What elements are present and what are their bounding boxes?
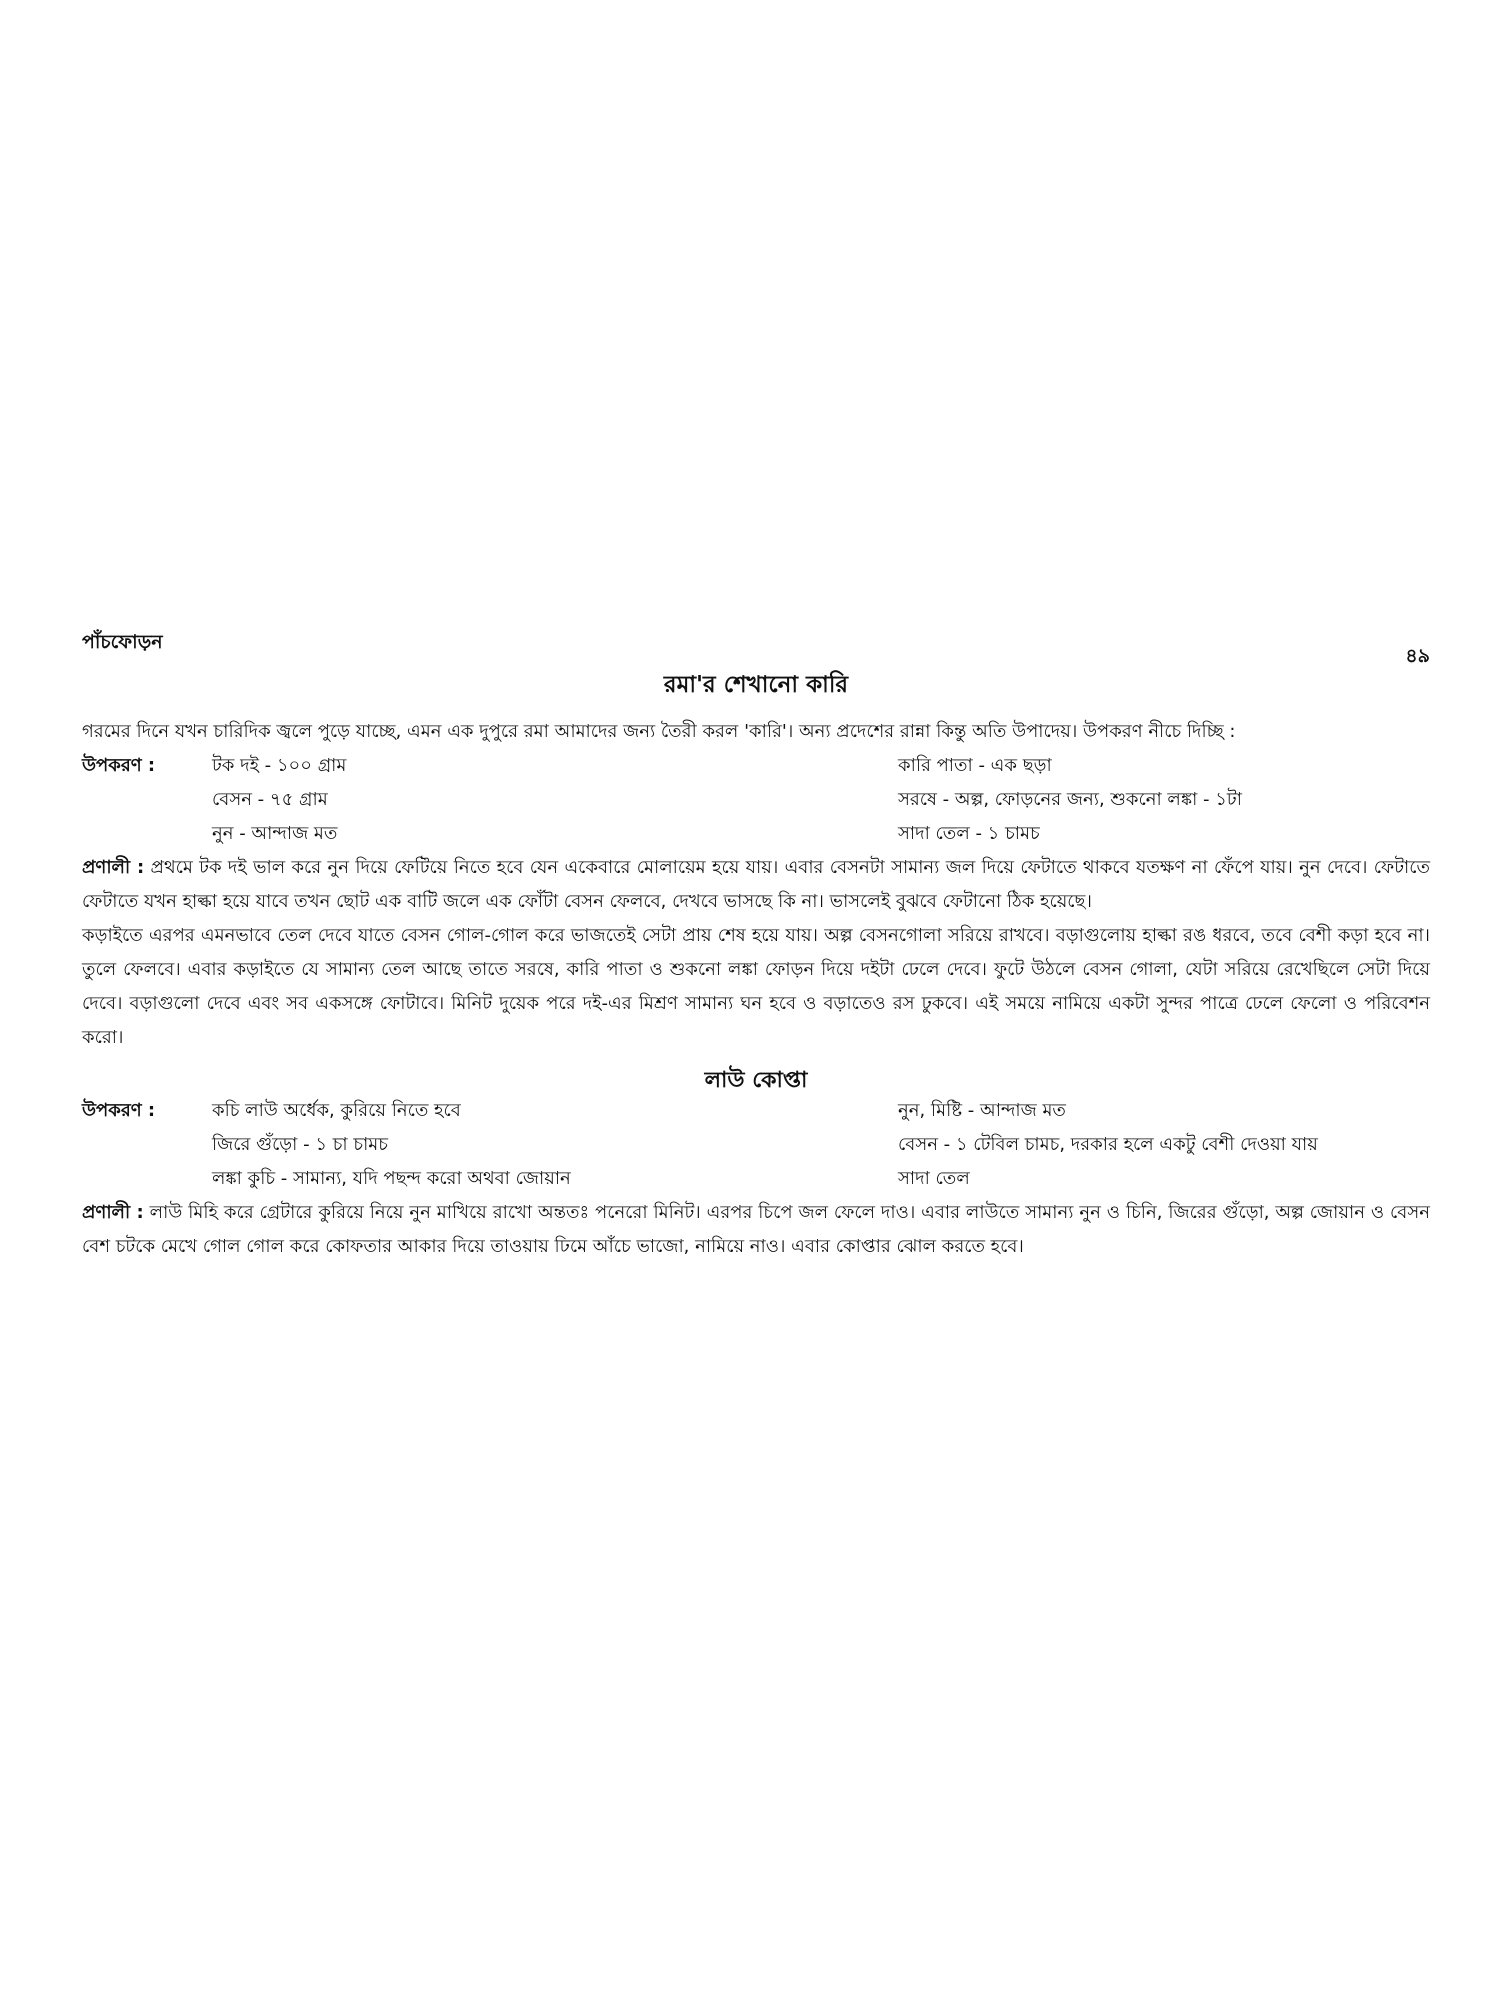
ingredients-block-kari: [82, 749, 1430, 851]
ingredient-item: কারি পাতা - এক ছড়া: [898, 755, 1052, 776]
method-label: প্রণালী :: [82, 1202, 144, 1223]
book-page: [82, 628, 1430, 1264]
method-label: প্রণালী :: [82, 857, 145, 878]
ingredient-item: জিরে গুঁড়ো - ১ চা চামচ: [212, 1134, 389, 1155]
page-number: ৪৯: [1405, 645, 1430, 667]
ingredient-item: নুন - আন্দাজ মত: [212, 823, 338, 844]
recipe-title-lau-kopta: লাউ কোপ্তা: [704, 1068, 808, 1093]
ingredient-item: নুন, মিষ্টি - আন্দাজ মত: [898, 1100, 1066, 1121]
ingredient-item: বেসন - ১ টেবিল চামচ, দরকার হলে একটু বেশী দেওয়া যায়: [898, 1134, 1318, 1155]
ingredients-block-lau-kopta: [82, 1094, 1430, 1196]
ingredients-label: উপকরণ :: [82, 755, 156, 776]
method-paragraph-lau-kopta: [82, 1196, 1430, 1264]
ingredient-item: সরষে - অল্প, ফোড়নের জন্য, শুকনো লঙ্কা - ১টা: [898, 789, 1242, 810]
ingredient-item: সাদা তেল: [898, 1168, 970, 1189]
method-text: লাউ মিহি করে গ্রেটারে কুরিয়ে নিয়ে নুন মাখিয়ে রাখো অন্ততঃ পনেরো মিনিট। এরপর চিপে জল ফেলে দাও। এবার লাউতে সামান্য নুন ও চিনি, জিরের গুঁড়ো, অল্প জোয়ান ও বেসন বেশ চটকে মেখে গোল গোল করে কোফতার আকার দিয়ে তাওয়ায় ঢিমে আঁচে ভাজো, নামিয়ে নাও। এবার কোপ্তার ঝোল করতে হবে।: [82, 1202, 1430, 1257]
ingredient-item: লঙ্কা কুচি - সামান্য, যদি পছন্দ করো অথবা জোয়ান: [212, 1168, 571, 1189]
book-name: পাঁচফোড়ন: [82, 631, 163, 653]
ingredient-item: কচি লাউ অর্ধেক, কুরিয়ে নিতে হবে: [212, 1100, 461, 1121]
ingredient-row: [82, 783, 1430, 817]
ingredient-row: [82, 1128, 1430, 1162]
method-text: প্রথমে টক দই ভাল করে নুন দিয়ে ফেটিয়ে নিতে হবে যেন একেবারে মোলায়েম হয়ে যায়। এবার বেসনটা সামান্য জল দিয়ে ফেটাতে থাকবে যতক্ষণ না ফেঁপে যায়। নুন দেবে। ফেটাতে ফেটাতে যখন হাল্কা হয়ে যাবে তখন ছোট এক বাটি জলে এক ফোঁটা বেসন ফেলবে, দেখবে ভাসছে কি না। ভাসলেই বুঝবে ফেটানো ঠিক হয়েছে।: [82, 857, 1430, 912]
ingredient-item: বেসন - ৭৫ গ্রাম: [212, 789, 328, 810]
method-paragraph-2: কড়াইতে এরপর এমনভাবে তেল দেবে যাতে বেসন গোল-গোল করে ভাজতেই সেটা প্রায় শেষ হয়ে যায়। অল্প বেসনগোলা সরিয়ে রাখবে। বড়াগুলোয় হাল্কা রঙ ধরবে, তবে বেশী কড়া হবে না। তুলে ফেলবে। এবার কড়াইতে যে সামান্য তেল আছে তাতে সরষে, কারি পাতা ও শুকনো লঙ্কা ফোড়ন দিয়ে দইটা ঢেলে দেবে। ফুটে উঠলে বেসন গোলা, যেটা সরিয়ে রেখেছিলে সেটা দিয়ে দেবে। বড়াগুলো দেবে এবং সব একসঙ্গে ফোটাবে। মিনিট দুয়েক পরে দই-এর মিশ্রণ সামান্য ঘন হবে ও বড়াতেও রস ঢুকবে। এই সময়ে নামিয়ে একটা সুন্দর পাত্রে ঢেলে ফেলো ও পরিবেশন করো।: [82, 925, 1430, 1048]
ingredient-item: টক দই - ১০০ গ্রাম: [212, 755, 347, 776]
ingredient-row: [82, 817, 1430, 851]
ingredients-label: উপকরণ :: [82, 1100, 156, 1121]
recipe-intro: গরমের দিনে যখন চারিদিক জ্বলে পুড়ে যাচ্ছে, এমন এক দুপুরে রমা আমাদের জন্য তৈরী করল 'কারি'। অন্য প্রদেশের রান্না কিন্তু অতি উপাদেয়। উপকরণ নীচে দিচ্ছি :: [82, 721, 1236, 742]
recipe-title-kari: রমা'র শেখানো কারি: [663, 672, 849, 698]
running-head: [82, 628, 1430, 667]
ingredient-row: [82, 1162, 1430, 1196]
ingredient-row: [82, 1094, 1430, 1128]
ingredient-item: সাদা তেল - ১ চামচ: [898, 823, 1040, 844]
ingredient-row: [82, 749, 1430, 783]
method-paragraph: [82, 851, 1430, 919]
